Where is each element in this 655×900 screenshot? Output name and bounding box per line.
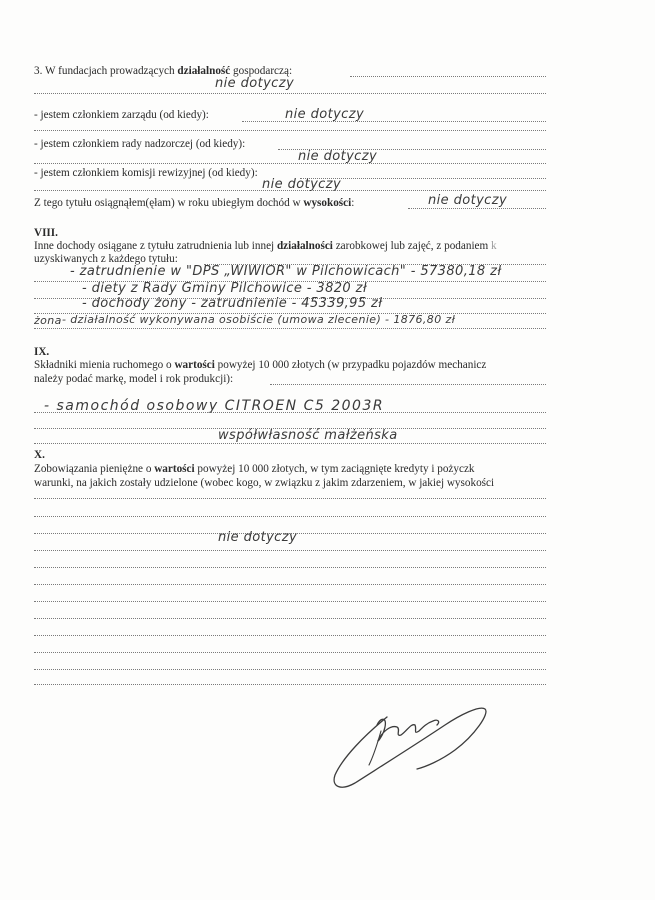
section-x-heading: X.	[34, 449, 45, 461]
section-ix-line2: należy podać markę, model i rok produkcji):	[34, 373, 234, 385]
dotted-line	[350, 76, 546, 78]
dotted-line	[34, 635, 546, 637]
dotted-line	[34, 550, 546, 552]
foundations-question-suffix: gospodarczą:	[230, 65, 293, 77]
section-ix-line1-suffix: powyżej 10 000 złotych (w przypadku pojazdów mechanicz	[214, 359, 487, 371]
income-statement-prefix: Z tego tytułu osiągnąłem(ęłam) w roku ubiegłym dochód w	[34, 197, 304, 209]
section-viii-line1-suffix: zarobkowej lub zajęć, z podaniem	[332, 240, 489, 252]
section-viii-line1-faded: k	[488, 240, 497, 252]
dotted-line	[34, 163, 546, 165]
section-ix-line1	[34, 358, 486, 372]
foundations-answer: nie dotyczy	[215, 76, 295, 91]
dotted-line	[270, 384, 546, 386]
income-answer-2: - diety z Rady Gminy Pilchowice - 3820 zł	[82, 281, 367, 296]
dotted-line	[34, 669, 546, 671]
dotted-line	[34, 618, 546, 620]
income-answer-3: - dochody żony - zatrudnienie - 45339,95 zł	[82, 296, 383, 311]
income-answer-1: - zatrudnienie w "DPS „WIWIOR" w Pilchowicach" - 57380,18 zł	[70, 264, 502, 279]
dotted-line	[34, 412, 546, 414]
section-x-line1-prefix: Zobowiązania pieniężne o	[34, 463, 155, 475]
dotted-line	[34, 130, 546, 132]
dotted-line	[34, 93, 546, 95]
movable-property-answer: - samochód osobowy CITROEN C5 2003R	[44, 398, 385, 414]
supervisory-board-answer: nie dotyczy	[298, 149, 378, 164]
dotted-line	[34, 684, 546, 686]
board-member-label: - jestem członkiem zarządu (od kiedy):	[34, 109, 209, 121]
co-ownership-answer: współwłasność małżeńska	[218, 428, 398, 443]
foundations-question-bold: działalność	[177, 65, 231, 77]
section-x-line1-suffix: powyżej 10 000 złotych, w tym zaciągnięte kredyty i pożyczk	[194, 463, 475, 475]
income-statement-bold: wysokości	[303, 197, 352, 209]
section-ix-line1-bold: wartości	[174, 359, 215, 371]
dotted-line	[34, 652, 546, 654]
audit-committee-label: - jestem członkiem komisji rewizyjnej (od kiedy):	[34, 167, 258, 179]
dotted-line	[34, 498, 546, 500]
dotted-line	[34, 328, 546, 330]
dotted-line	[34, 567, 546, 569]
board-member-answer: nie dotyczy	[285, 107, 365, 122]
section-viii-line2: uzyskiwanych z każdego tytułu:	[34, 253, 178, 265]
supervisory-board-label: - jestem członkiem rady nadzorczej (od kiedy):	[34, 138, 246, 150]
dotted-line	[34, 443, 546, 445]
dotted-line	[242, 121, 546, 123]
section-viii-line1-prefix: Inne dochody osiągane z tytułu zatrudnienia lub innej	[34, 240, 277, 252]
section-ix-line1-prefix: Składniki mienia ruchomego o	[34, 359, 175, 371]
income-statement	[34, 196, 354, 210]
audit-committee-answer: nie dotyczy	[262, 177, 342, 192]
section-ix-heading: IX.	[34, 346, 50, 358]
income-answer-4-prefix: żona	[34, 314, 62, 327]
section-x-line1	[34, 462, 475, 476]
income-answer-4: - działalność wykonywana osobiście (umowa zlecenie) - 1876,80 zł	[62, 313, 456, 326]
liabilities-answer: nie dotyczy	[218, 530, 298, 545]
dotted-line	[34, 190, 546, 192]
section-viii-heading: VIII.	[34, 227, 58, 239]
section-viii-line1-bold: działalności	[276, 240, 333, 252]
dotted-line	[408, 208, 546, 210]
dotted-line	[34, 601, 546, 603]
section-viii-line1	[34, 239, 497, 253]
signature	[325, 695, 500, 795]
foundations-question-prefix: 3. W fundacjach prowadzących	[34, 65, 178, 77]
section-x-line1-bold: wartości	[154, 463, 195, 475]
dotted-line	[34, 516, 546, 518]
income-answer: nie dotyczy	[428, 193, 508, 208]
income-statement-colon: :	[351, 197, 355, 209]
section-x-line2: warunki, na jakich zostały udzielone (wobec kogo, w związku z jakim zdarzeniem, w jakiej wysokości	[34, 477, 495, 489]
dotted-line	[34, 584, 546, 586]
